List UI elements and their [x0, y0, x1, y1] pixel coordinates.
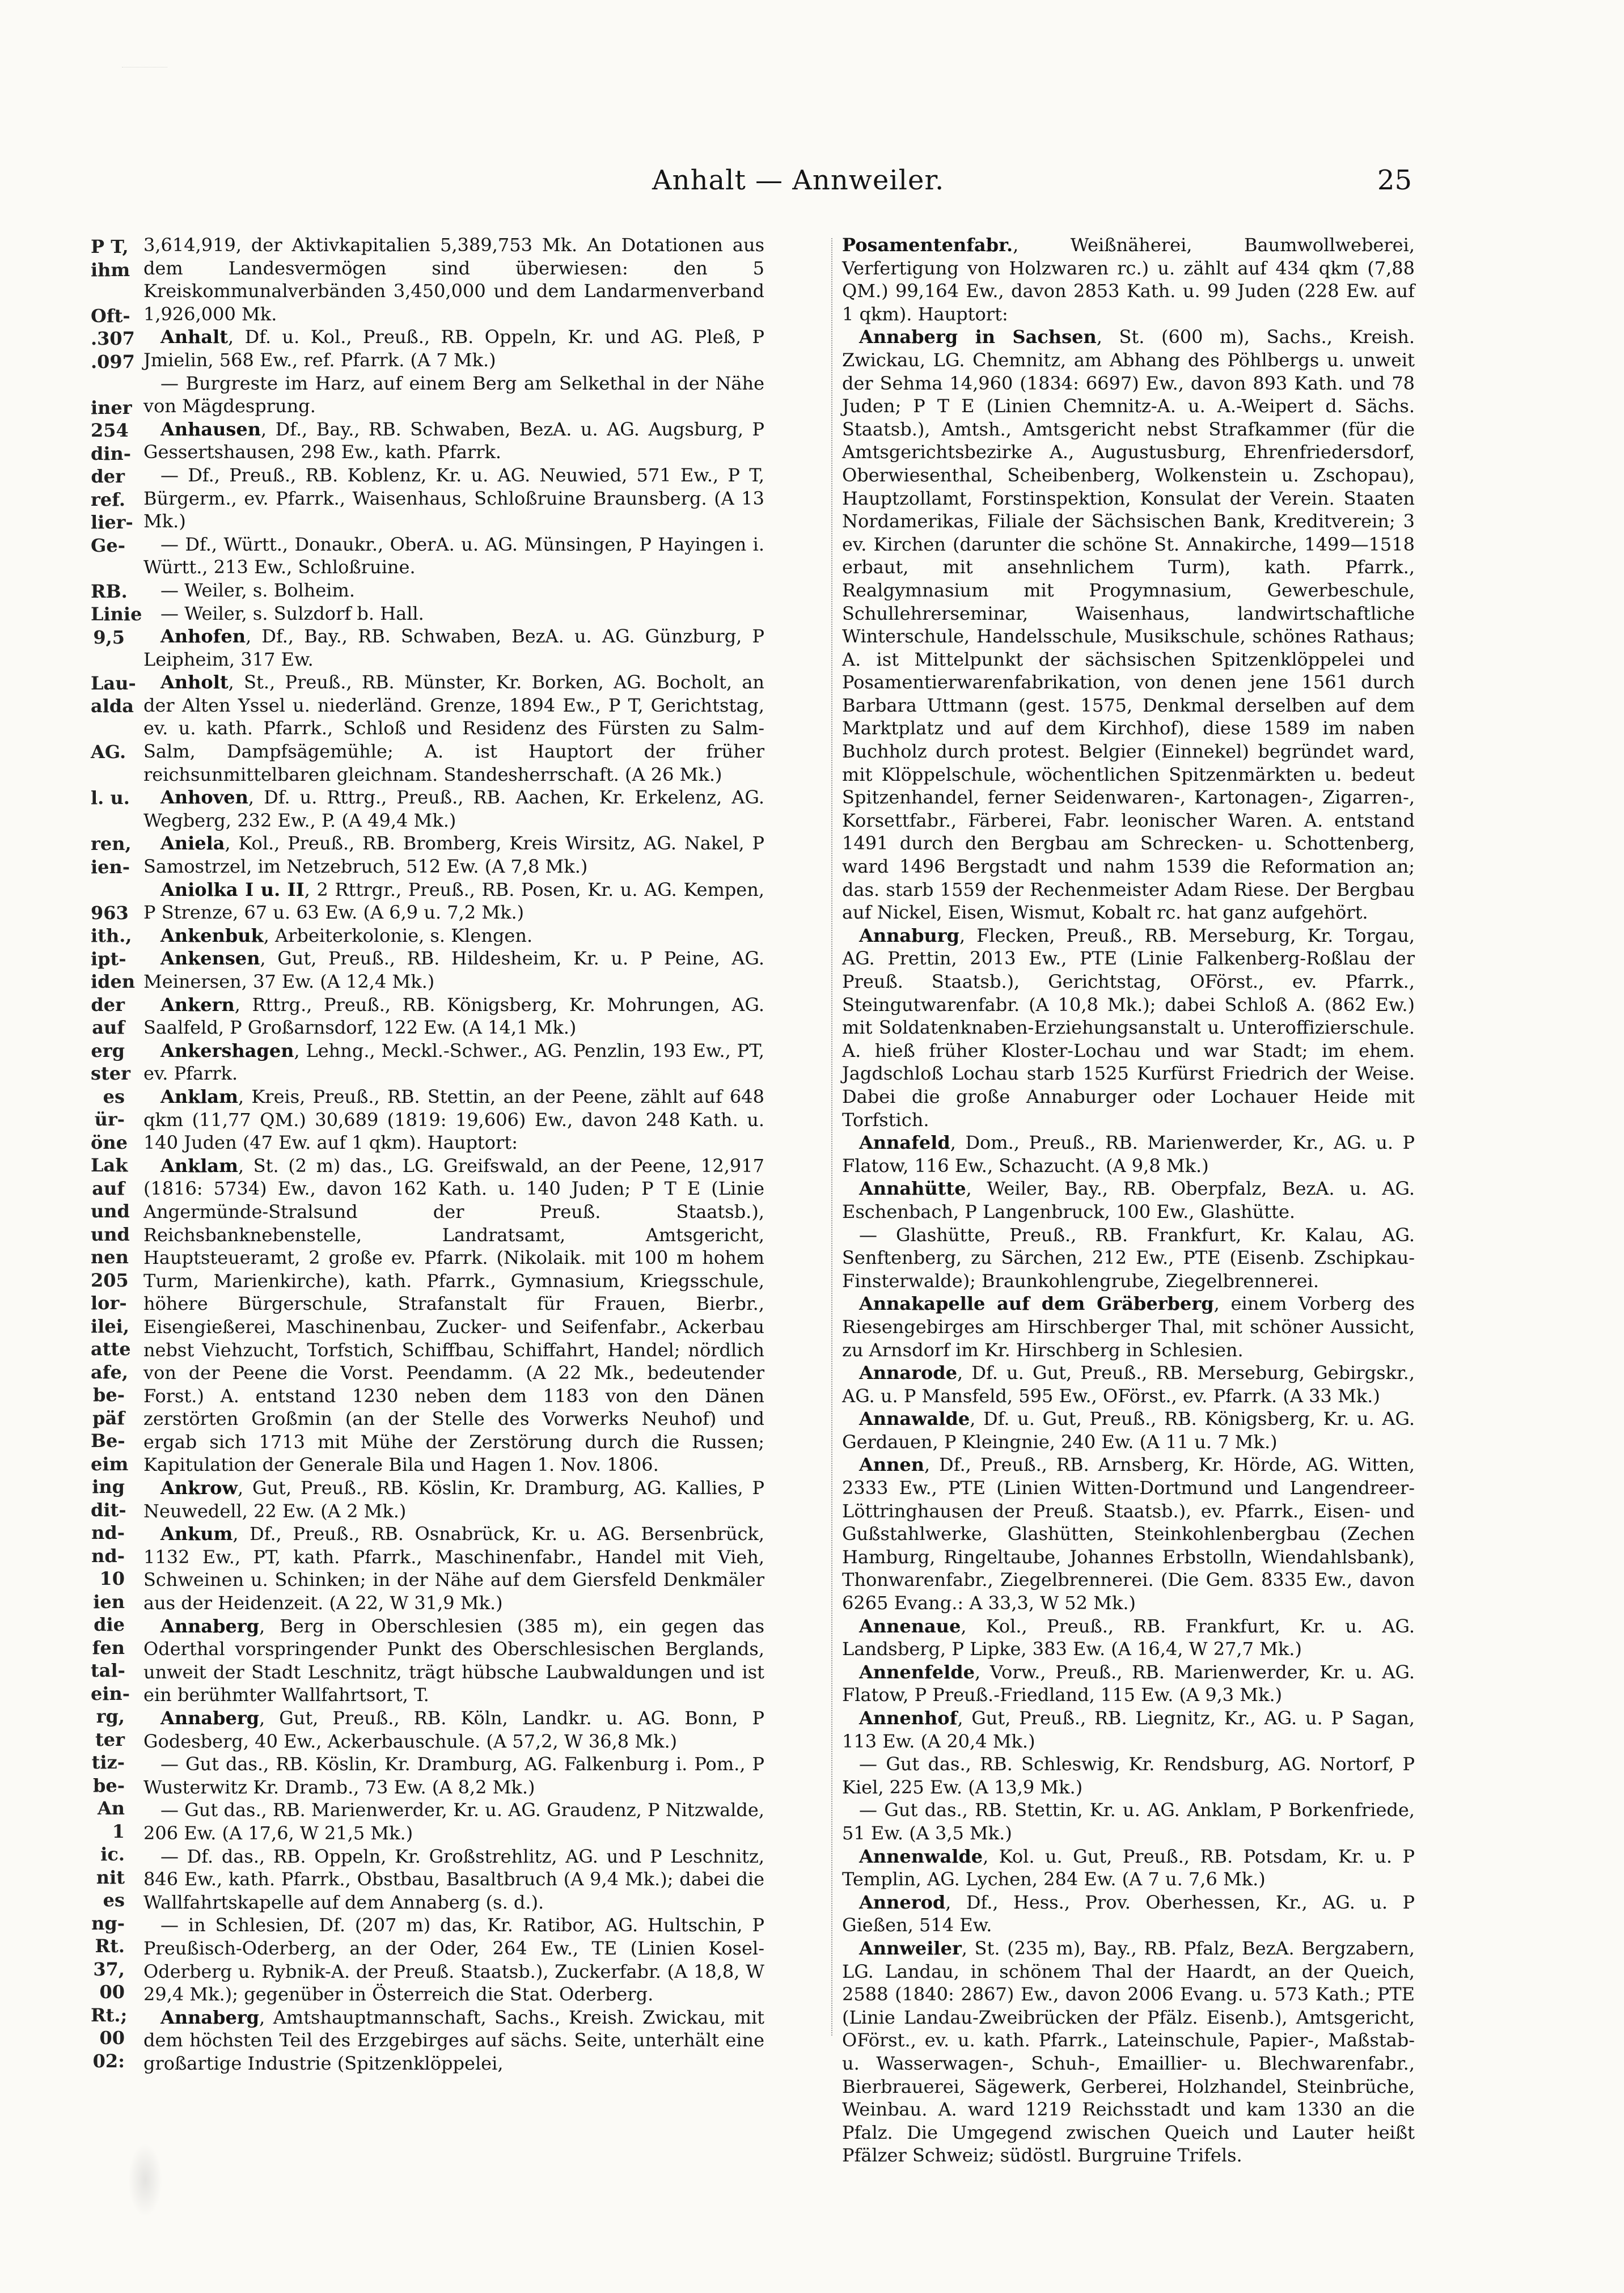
dictionary-entry: Annaberg in Sachsen, St. (600 m), Sachs., Kreish. Zwickau, LG. Chemnitz, am Abhang des Pöhlbergs u. unweit der Sehma 14,960 (1834: 6697) Ew., davon 893 Kath. und 78 Juden; P T E (Linien Chemnitz-A. u. A.-Weipert d. Sächs. Staatsb.), Amtsh., Amtsgericht nebst Strafkammer (für die Amtsgerichtsbezirke A., Augustusburg, Ehrenfriedersdorf, Oberwiesenthal, Scheibenberg, Wolkenstein u. Zschopau), Hauptzollamt, Forstinspektion, Konsulat der Verein. Staaten Nordamerikas, Filiale der Sächsischen Bank, Kreditverein; 3 ev. Kirchen (darunter die schöne St. Annakirche, 1499—1518 erbaut, mit ansehnlichem Turm), kath. Pfarrk., Realgymnasium mit Progymnasium, Gewerbeschule, Schullehrerseminar, Waisenhaus, landwirtschaftliche Winterschule, Handelsschule, Musikschule, schönes Rathaus; A. ist Mittelpunkt der sächsischen Spitzenklöppelei und Posamentierwarenfabrikation, von denen jene 1561 durch Barbara Uttmann (gest. 1575, Denkmal derselben auf dem Marktplatz und auf dem Kirchhof), diese 1589 im naben Buchholz durch protest. Belgier (Einnekel) begründet ward, mit Klöppelschule, wöchentlichen Spitzenmärkten u. bedeut Spitzenhandel, ferner Seidenwaren-, Kartonagen-, Zigarren-, Korsettfabr., Färberei, Fabr. leonischer Waren. A. entstand 1491 durch den Bergbau am Schrecken- u. Schottenberg, ward 1496 Bergstadt und nahm 1539 die Reformation an; das. starb 1559 der Rechenmeister Adam Riese. Der Bergbau auf Nickel, Eisen, Wismut, Kobalt rc. hat ganz aufgehört.	[842, 326, 1415, 924]
margin-fragment: dit-	[91, 1499, 126, 1521]
margin-fragment: 9,5	[93, 626, 125, 648]
margin-fragment: tiz-	[91, 1752, 125, 1773]
paper-stain	[128, 2143, 162, 2217]
dictionary-entry: Ankershagen, Lehng., Meckl.-Schwer., AG. Penzlin, 193 Ew., PT, ev. Pfarrk.	[143, 1039, 764, 1085]
dictionary-entry: 3,614,919, der Aktivkapitalien 5,389,753 Mk. An Dotationen aus dem Landesvermögen sind überwiesen: den 5 Kreiskommunalverbänden 3,450,000 und dem Landarmenverband 1,926,000 Mk.	[143, 234, 764, 325]
dictionary-entry: Anklam, Kreis, Preuß., RB. Stettin, an der Peene, zählt auf 648 qkm (11,77 QM.) 30,689 (1819: 19,606) Ew., davon 248 Kath. u. 140 Juden (47 Ew. auf 1 qkm). Hauptort:	[143, 1085, 764, 1154]
margin-fragment: auf	[92, 1177, 125, 1199]
margin-fragment: lor-	[91, 1292, 127, 1314]
dictionary-entry: Annerod, Df., Hess., Prov. Oberhessen, Kr., AG. u. P Gießen, 514 Ew.	[842, 1891, 1415, 1936]
dictionary-entry: Annenwalde, Kol. u. Gut, Preuß., RB. Potsdam, Kr. u. P Templin, AG. Lychen, 284 Ew. (A 7 u. 7,6 Mk.)	[842, 1845, 1415, 1890]
margin-fragment: 37,	[93, 1958, 125, 1980]
page-header	[652, 164, 1412, 210]
margin-fragment: iner	[91, 396, 132, 418]
dictionary-entry: Aniela, Kol., Preuß., RB. Bromberg, Kreis Wirsitz, AG. Nakel, P Samostrzel, im Netzebruch, 512 Ew. (A 7,8 Mk.)	[143, 832, 764, 878]
dictionary-entry: Anhalt, Df. u. Kol., Preuß., RB. Oppeln, Kr. und AG. Pleß, P Jmielin, 568 Ew., ref. Pfarrk. (A 7 Mk.)	[143, 326, 764, 371]
margin-fragment: fen	[92, 1636, 125, 1659]
margin-fragment: 00	[99, 1981, 125, 2003]
cropped-previous-page-margin	[91, 235, 142, 2072]
margin-fragment: ng-	[91, 1912, 125, 1934]
margin-fragment	[91, 764, 125, 787]
margin-fragment	[91, 373, 125, 396]
margin-fragment: nen	[91, 1246, 129, 1268]
margin-fragment	[91, 878, 125, 902]
margin-fragment: Be-	[91, 1430, 125, 1452]
margin-fragment: Rt.;	[91, 2004, 128, 2026]
dictionary-entry: — Weiler, s. Sulzdorf b. Hall.	[160, 602, 424, 624]
margin-fragment: ter	[95, 1728, 125, 1750]
dictionary-entry: — Df., Preuß., RB. Koblenz, Kr. u. AG. Neuwied, 571 Ew., P T, Bürgerm., ev. Pfarrk., Waisenhaus, Schloßruine Braunsberg. (A 13 Mk.)	[143, 464, 764, 532]
dictionary-entry: — in Schlesien, Df. (207 m) das, Kr. Ratibor, AG. Hultschin, P Preußisch-Oderberg, an der Oder, 264 Ew., TE (Linien Kosel-Oderberg u. Rybnik-A. der Preuß. Staatsb.), Zuckerfabr. (A 18,8, W 29,4 Mk.); gegenüber in Österreich die Stat. Oderberg.	[143, 1914, 764, 2006]
margin-fragment: l. u.	[91, 787, 130, 809]
margin-fragment: ing	[92, 1476, 125, 1497]
dictionary-entry: Annenfelde, Vorw., Preuß., RB. Marienwerder, Kr. u. AG. Flatow, P Preuß.-Friedland, 115 Ew. (A 9,3 Mk.)	[842, 1661, 1415, 1706]
dictionary-entry: Anhoven, Df. u. Rttrg., Preuß., RB. Aachen, Kr. Erkelenz, AG. Wegberg, 232 Ew., P. (A 49,4 Mk.)	[143, 786, 764, 831]
margin-fragment: be-	[92, 1774, 125, 1796]
margin-fragment: rg,	[96, 1706, 125, 1727]
dictionary-entry: Annakapelle auf dem Gräberberg, einem Vorberg des Riesengebirges am Hirschberger Thal, mit schöner Aussicht, zu Arnsdorf im Kr. Hirschberg in Schlesien.	[842, 1293, 1415, 1361]
margin-fragment: Lak	[91, 1154, 128, 1176]
margin-fragment: es	[103, 1889, 125, 1911]
margin-fragment: 254	[91, 420, 129, 441]
dictionary-entry: Annaberg, Amtshauptmannschaft, Sachs., Kreish. Zwickau, mit dem höchsten Teil des Erzgebirges auf sächs. Seite, unterhält eine großartige Industrie (Spitzenklöppelei,	[143, 2006, 764, 2074]
dictionary-entry: Anklam, St. (2 m) das., LG. Greifswald, an der Peene, 12,917 (1816: 5734) Ew., davon 162 Kath. u. 140 Juden; P T E (Linie Angermünde-Stralsund der Preuß. Staatsb.), Reichsbanknebenstelle, Landratsamt, Amtsgericht, Hauptsteueramt, 2 große ev. Pfarrk. (Nikolaik. mit 100 m hohem Turm, Marienkirche), kath. Pfarrk., Gymnasium, Kriegsschule, höhere Bürgerschule, Strafanstalt für Frauen, Bierbr., Eisengießerei, Maschinenbau, Zucker- und Seifenfabr., Ackerbau nebst Viehzucht, Torfstich, Schiffbau, Schiffahrt, Handel; nördlich von der Peene die Vorst. Peendamm. (A 22 Mk., bedeutender Forst.) A. entstand 1230 neben dem 1183 von den Dänen zerstörten Großmin (an der Stelle des Vorwerks Neuhof) und ergab sich 1713 mit Mühe der Zerstörung durch die Russen; Kapitulation der Generale Bila und Hagen 1. Nov. 1806.	[143, 1154, 764, 1476]
margin-fragment: öne	[91, 1131, 128, 1153]
dictionary-entry: — Gut das., RB. Marienwerder, Kr. u. AG. Graudenz, P Nitzwalde, 206 Ew. (A 17,6, W 21,5 Mk.)	[143, 1799, 764, 1844]
dictionary-entry: Annenhof, Gut, Preuß., RB. Liegnitz, Kr., AG. u. P Sagan, 113 Ew. (A 20,4 Mk.)	[842, 1707, 1415, 1752]
margin-fragment: iden	[91, 971, 136, 992]
margin-fragment: ür-	[94, 1109, 125, 1130]
margin-fragment: Lau-	[91, 672, 136, 694]
margin-fragment: erg	[91, 1039, 125, 1061]
margin-fragment: atte	[91, 1338, 131, 1360]
dictionary-entry: — Gut das., RB. Köslin, Kr. Dramburg, AG. Falkenburg i. Pom., P Wusterwitz Kr. Dramb., 73 Ew. (A 8,2 Mk.)	[143, 1753, 764, 1798]
dictionary-entry: — Glashütte, Preuß., RB. Frankfurt, Kr. Kalau, AG. Senftenberg, zu Särchen, 212 Ew., PTE (Eisenb. Zschipkau-Finsterwalde); Braunkohlengrube, Ziegelbrennerei.	[842, 1224, 1415, 1292]
dictionary-entry: Ankum, Df., Preuß., RB. Osnabrück, Kr. u. AG. Bersenbrück, 1132 Ew., PT, kath. Pfarrk., Maschinenfabr., Handel mit Vieh, Schweinen u. Schinken; in der Nähe auf dem Giersfeld Denkmäler aus der Heidenzeit. (A 22, W 31,9 Mk.)	[143, 1523, 764, 1614]
dictionary-entry: Annawalde, Df. u. Gut, Preuß., RB. Königsberg, Kr. u. AG. Gerdauen, P Kleingnie, 240 Ew. (A 11 u. 7 Mk.)	[842, 1408, 1415, 1453]
dictionary-entry: Annahütte, Weiler, Bay., RB. Oberpfalz, BezA. u. AG. Eschenbach, P Langenbruck, 100 Ew., Glashütte.	[842, 1178, 1415, 1222]
margin-fragment: ref.	[91, 488, 125, 510]
dictionary-entry: Annafeld, Dom., Preuß., RB. Marienwerder, Kr., AG. u. P Flatow, 116 Ew., Schazucht. (A 9,8 Mk.)	[842, 1132, 1415, 1177]
margin-fragment: es	[103, 1085, 125, 1107]
margin-fragment: P T,	[91, 236, 129, 257]
right-column	[842, 234, 1415, 2167]
left-column	[143, 234, 765, 2074]
margin-fragment: 00	[99, 2027, 125, 2049]
margin-fragment	[91, 557, 125, 580]
dictionary-entry: Anhofen, Df., Bay., RB. Schwaben, BezA. u. AG. Günzburg, P Leipheim, 317 Ew.	[143, 625, 764, 670]
margin-fragment: AG.	[91, 741, 126, 763]
dictionary-entry: Anhausen, Df., Bay., RB. Schwaben, BezA. u. AG. Augsburg, P Gessertshausen, 298 Ew., kath. Pfarrk.	[143, 418, 764, 463]
margin-fragment: din-	[91, 442, 132, 464]
dictionary-entry: Ankern, Rttrg., Preuß., RB. Königsberg, Kr. Mohrungen, AG. Saalfeld, P Großarnsdorf, 122 Ew. (A 14,1 Mk.)	[143, 993, 764, 1039]
dictionary-entry: Annaberg, Berg in Oberschlesien (385 m), ein gegen das Oderthal vorspringender Punkt des Oberschlesischen Berglands, unweit der Stadt Leschnitz, trägt hübsche Laubwaldungen und ist ein berühmter Wallfahrtsort, T.	[143, 1615, 764, 1706]
corner-smudge	[122, 67, 167, 84]
dictionary-entry: Ankenbuk, Arbeiterkolonie, s. Klengen.	[160, 924, 533, 946]
margin-fragment: 205	[91, 1269, 129, 1291]
margin-fragment: Linie	[91, 603, 142, 625]
margin-fragment: nit	[96, 1866, 125, 1888]
dictionary-entry: Annen, Df., Preuß., RB. Arnsberg, Kr. Hörde, AG. Witten, 2333 Ew., PTE (Linien Witten-Dortmund und Langendreer-Löttringhausen der Preuß. Staatsb.), ev. Pfarrk., Eisen- und Gußstahlwerke, Glashütten, Steinkohlenbergbau (Zechen Hamburg, Ringeltaube, Johannes Erbstolln, Wiendahlsbank), Thonwarenfabr., Ziegelbrennerei. (Die Gem. 8335 Ew., davon 6265 Evang.: A 33,3, W 52 Mk.)	[842, 1454, 1415, 1614]
margin-fragment: ilei,	[91, 1315, 129, 1337]
margin-fragment: ren,	[91, 833, 132, 854]
margin-fragment	[91, 649, 125, 672]
dictionary-entry: Posamentenfabr., Weißnäherei, Baumwollweberei, Verfertigung von Holzwaren rc.) u. zählt auf 434 qkm (7,88 QM.) 99,164 Ew., davon 2853 Kath. u. 99 Juden (228 Ew. auf 1 qkm). Hauptort:	[842, 234, 1415, 325]
margin-fragment: der	[91, 466, 125, 487]
margin-fragment: ic.	[100, 1843, 125, 1865]
margin-fragment: afe,	[91, 1361, 128, 1383]
margin-fragment: die	[94, 1614, 125, 1635]
dictionary-entry: Aniolka I u. II, 2 Rttrgr., Preuß., RB. Posen, Kr. u. AG. Kempen, P Strenze, 67 u. 63 Ew. (A 6,9 u. 7,2 Mk.)	[143, 878, 765, 924]
page-title: Anhalt — Annweiler.	[652, 164, 945, 196]
margin-fragment: und	[91, 1223, 130, 1245]
margin-fragment: päf	[92, 1407, 125, 1429]
margin-fragment: und	[91, 1200, 130, 1222]
dictionary-entry: Ankensen, Gut, Preuß., RB. Hildesheim, Kr. u. P Peine, AG. Meinersen, 37 Ew. (A 12,4 Mk.)	[143, 947, 764, 992]
margin-fragment: lier-	[91, 511, 133, 533]
margin-fragment: eim	[91, 1453, 129, 1475]
margin-fragment: auf	[92, 1017, 125, 1038]
margin-fragment: 1	[112, 1820, 125, 1842]
margin-fragment: Ge-	[91, 534, 125, 556]
dictionary-entry: Annweiler, St. (235 m), Bay., RB. Pfalz, BezA. Bergzabern, LG. Landau, in schönem Thal der Haardt, an der Queich, 2588 (1840: 2867) Ew., davon 2006 Evang. u. 573 Kath.; PTE (Linie Landau-Zweibrücken der Pfälz. Eisenb.), Amtsgericht, OFörst., ev. u. kath. Pfarrk., Lateinschule, Papier-, Maßstab- u. Wasserwagen-, Schuh-, Emaillier- u. Blechwarenfabr., Bierbrauerei, Sägewerk, Gerberei, Holzhandel, Steinbrüche, Weinbau. A. ward 1219 Reichsstadt und kam 1330 an die Pfalz. Die Umgegend zwischen Queich und Lauter heißt Pfälzer Schweiz; südöstl. Burgruine Trifels.	[842, 1937, 1415, 2167]
column-divider	[831, 238, 832, 2036]
margin-fragment: RB.	[91, 580, 128, 602]
margin-fragment: .307	[91, 328, 135, 349]
margin-fragment: 963	[91, 902, 129, 924]
margin-fragment: ien-	[91, 856, 130, 878]
margin-fragment: tal-	[91, 1660, 125, 1681]
margin-fragment: .097	[91, 350, 135, 373]
margin-fragment: der	[91, 993, 125, 1016]
margin-fragment	[91, 281, 125, 304]
dictionary-entry: — Gut das., RB. Stettin, Kr. u. AG. Anklam, P Borkenfriede, 51 Ew. (A 3,5 Mk.)	[842, 1799, 1415, 1844]
margin-fragment: Rt.	[95, 1935, 125, 1957]
margin-fragment: 10	[99, 1568, 125, 1589]
margin-fragment: ihm	[91, 259, 130, 281]
dictionary-entry: — Burgreste im Harz, auf einem Berg am Selkethal in der Nähe von Mägdesprung.	[143, 372, 764, 417]
margin-fragment: Oft-	[91, 304, 130, 327]
margin-fragment: alda	[91, 695, 134, 717]
margin-fragment: ipt-	[91, 947, 126, 970]
dictionary-entry: Anholt, St., Preuß., RB. Münster, Kr. Borken, AG. Bocholt, an der Alten Yssel u. niederländ. Grenze, 1894 Ew., P T, Gerichtstag, ev. u. kath. Pfarrk., Schloß und Residenz des Fürsten zu Salm-Salm, Dampfsägemühle; A. ist Hauptort der früher reichsunmittelbaren gleichnam. Standesherrschaft. (A 26 Mk.)	[143, 671, 764, 785]
dictionary-entry: — Df. das., RB. Oppeln, Kr. Großstrehlitz, AG. und P Leschnitz, 846 Ew., kath. Pfarrk., Obstbau, Basaltbruch (A 9,4 Mk.); dabei die Wallfahrtskapelle auf dem Annaberg (s. d.).	[143, 1845, 764, 1913]
margin-fragment: ein-	[91, 1682, 130, 1704]
dictionary-entry: Annaburg, Flecken, Preuß., RB. Merseburg, Kr. Torgau, AG. Prettin, 2013 Ew., PTE (Linie Falkenberg-Roßlau der Preuß. Staatsb.), Gerichtstag, OFörst., ev. Pfarrk., Steingutwarenfabr. (A 10,8 Mk.); dabei Schloß A. (862 Ew.) mit Soldatenknaben-Erziehungsanstalt u. Unteroffizierschule. A. hieß früher Kloster-Lochau und war Stadt; im ehem. Jagdschloß Lochau starb 1525 Kurfürst Friedrich der Weise. Dabei die große Annaburger oder Lochauer Heide mit Torfstich.	[842, 924, 1415, 1131]
dictionary-entry: — Gut das., RB. Schleswig, Kr. Rendsburg, AG. Nortorf, P Kiel, 225 Ew. (A 13,9 Mk.)	[842, 1753, 1415, 1798]
margin-fragment: nd-	[91, 1545, 125, 1567]
margin-fragment: 02:	[92, 2050, 125, 2072]
dictionary-entry: — Df., Württ., Donaukr., OberA. u. AG. Münsingen, P Hayingen i. Württ., 213 Ew., Schloßruine.	[143, 533, 764, 578]
dictionary-entry: Annarode, Df. u. Gut, Preuß., RB. Merseburg, Gebirgskr., AG. u. P Mansfeld, 595 Ew., OFörst., ev. Pfarrk. (A 33 Mk.)	[842, 1362, 1415, 1407]
margin-fragment: ster	[91, 1063, 131, 1084]
margin-fragment	[91, 718, 125, 741]
dictionary-entry: Annenaue, Kol., Preuß., RB. Frankfurt, Kr. u. AG. Landsberg, P Lipke, 383 Ew. (A 16,4, W 27,7 Mk.)	[842, 1615, 1415, 1660]
margin-fragment: be-	[92, 1384, 125, 1406]
margin-fragment	[91, 810, 125, 833]
dictionary-entry: Annaberg, Gut, Preuß., RB. Köln, Landkr. u. AG. Bonn, P Godesberg, 40 Ew., Ackerbauschule. (A 57,2, W 36,8 Mk.)	[143, 1707, 764, 1752]
dictionary-entry: Ankrow, Gut, Preuß., RB. Köslin, Kr. Dramburg, AG. Kallies, P Neuwedell, 22 Ew. (A 2 Mk.)	[143, 1477, 764, 1522]
margin-fragment: ith.,	[91, 925, 132, 946]
page-number: 25	[1377, 164, 1412, 196]
dictionary-entry: — Weiler, s. Bolheim.	[160, 579, 355, 601]
margin-fragment: An	[97, 1797, 125, 1819]
margin-fragment: nd-	[91, 1522, 125, 1543]
margin-fragment: ien	[93, 1590, 125, 1613]
